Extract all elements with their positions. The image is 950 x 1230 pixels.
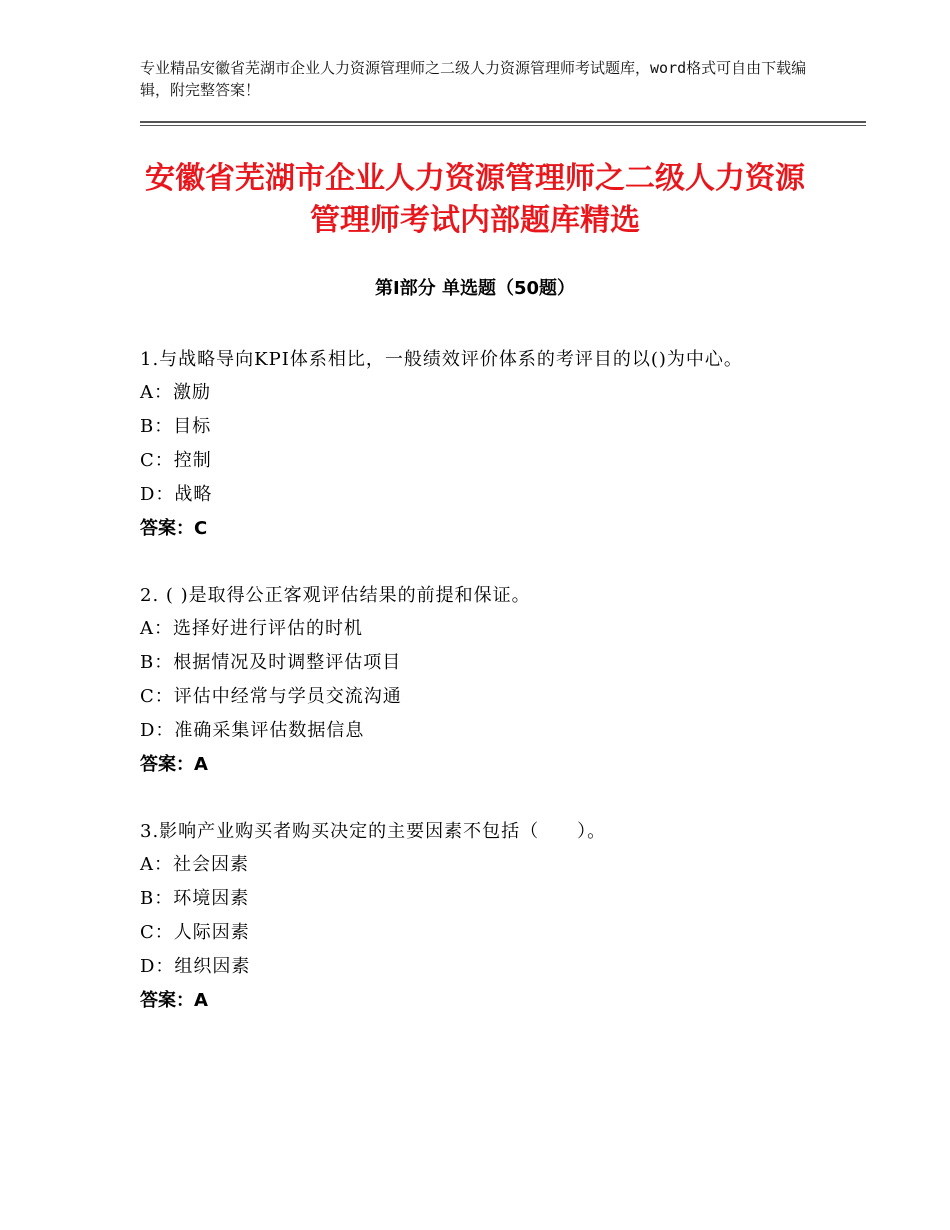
question-list (140, 344, 810, 1052)
header-divider-thick (140, 121, 866, 123)
question-option-b: B：环境因素 (140, 888, 250, 909)
header-divider-thin (140, 125, 866, 126)
question-answer: 答案：A (140, 754, 208, 775)
question-option-d: D：准确采集评估数据信息 (140, 720, 365, 741)
question-option-d: D：战略 (140, 484, 213, 505)
question-stem: 1.与战略导向KPI体系相比，一般绩效评价体系的考评目的以()为中心。 (140, 349, 743, 370)
question-answer: 答案：C (140, 518, 208, 539)
question-option-a: A：选择好进行评估的时机 (140, 618, 363, 639)
header-note: 专业精品安徽省芜湖市企业人力资源管理师之二级人力资源管理师考试题库，word格式可自由下载编辑，附完整答案！ (140, 59, 807, 99)
question-answer: 答案：A (140, 990, 208, 1011)
question-option-b: B：根据情况及时调整评估项目 (140, 652, 402, 673)
question-stem: 3.影响产业购买者购买决定的主要因素不包括（ ）。 (140, 821, 607, 842)
question-option-d: D：组织因素 (140, 956, 251, 977)
question-option-a: A：激励 (140, 382, 211, 403)
question-option-c: C：人际因素 (140, 922, 250, 943)
section-title: 第Ⅰ部分 单选题（50题） (374, 278, 575, 299)
question-option-c: C：控制 (140, 450, 212, 471)
question-item (140, 580, 810, 782)
question-item (140, 344, 810, 546)
question-option-b: B：目标 (140, 416, 212, 437)
question-option-c: C：评估中经常与学员交流沟通 (140, 686, 402, 707)
document-title: 安徽省芜湖市企业人力资源管理师之二级人力资源管理师考试内部题库精选 (145, 161, 805, 238)
question-stem: 2. ( )是取得公正客观评估结果的前提和保证。 (140, 585, 531, 606)
question-option-a: A：社会因素 (140, 854, 249, 875)
question-item (140, 816, 810, 1018)
